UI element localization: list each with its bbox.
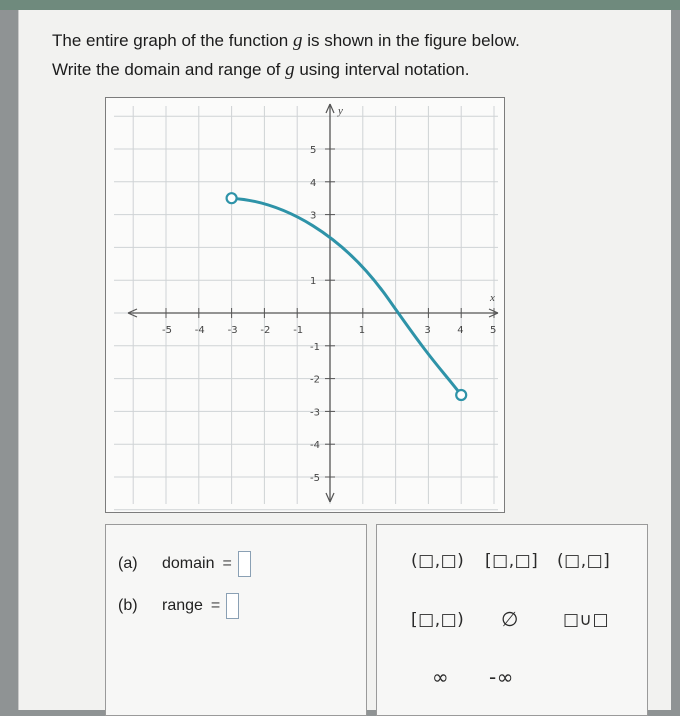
axis-ticks [162,145,496,484]
y-tick-label: 4 [310,177,317,189]
x-tick-label: -4 [194,325,205,336]
function-graph [105,97,505,513]
domain-row [118,551,251,577]
open-endpoint-start [227,193,237,203]
domain-answer-input[interactable] [238,551,251,577]
y-tick-label: 3 [310,210,317,222]
x-tick-label: 4 [457,325,464,336]
function-variable: g [285,59,295,80]
top-strip [0,0,680,10]
graph-canvas [106,98,504,512]
closed-closed-interval-button[interactable]: [□,□] [485,551,539,571]
part-b-label: (b) [118,597,138,614]
y-tick-label: -1 [310,341,320,353]
y-tick-label: -2 [310,374,320,386]
y-tick-label: -4 [310,440,320,452]
y-tick-label: 1 [310,276,317,288]
domain-label: domain [162,555,215,572]
range-row [118,593,239,619]
closed-open-interval-button[interactable]: [□,□) [411,610,465,630]
y-tick-label: 5 [310,145,317,156]
grid-lines [114,106,504,510]
open-endpoint-end [456,390,466,400]
x-tick-label: -5 [162,325,172,336]
range-label: range [162,597,203,614]
y-axis-label: y [338,105,343,117]
function-variable: g [293,30,303,51]
question-text-part: Write the domain and range of [52,60,286,79]
y-tick-label: -3 [310,407,320,419]
x-tick-label: -1 [293,325,304,336]
equals-sign: = [222,555,232,572]
question-line-1 [52,26,632,55]
function-curve [232,198,462,395]
question-text [52,26,632,84]
curve-layer [227,193,467,400]
x-tick-label: -2 [260,325,271,336]
question-text-part: The entire graph of the function [52,31,293,50]
x-tick-label: 5 [490,325,497,336]
open-closed-interval-button[interactable]: (□,□] [557,551,611,571]
equals-sign: = [210,597,221,614]
negative-infinity-button[interactable]: -∞ [489,665,514,689]
x-tick-label: 3 [424,325,431,336]
infinity-button[interactable]: ∞ [432,665,450,689]
range-answer-input[interactable] [226,593,239,619]
question-text-part: using interval notation. [294,60,470,79]
symbol-palette [376,524,648,716]
question-text-part: is shown in the figure below. [302,31,520,50]
question-line-2 [52,55,632,84]
x-axis-label: x [490,292,495,304]
x-tick-label: -3 [227,325,238,336]
part-a-label: (a) [118,555,138,572]
union-button[interactable]: □∪□ [563,610,610,630]
y-tick-label: -5 [310,473,320,484]
answer-panel [105,524,367,716]
open-open-interval-button[interactable]: (□,□) [411,551,465,571]
empty-set-button[interactable]: ∅ [501,607,519,631]
x-tick-label: 1 [358,325,366,336]
